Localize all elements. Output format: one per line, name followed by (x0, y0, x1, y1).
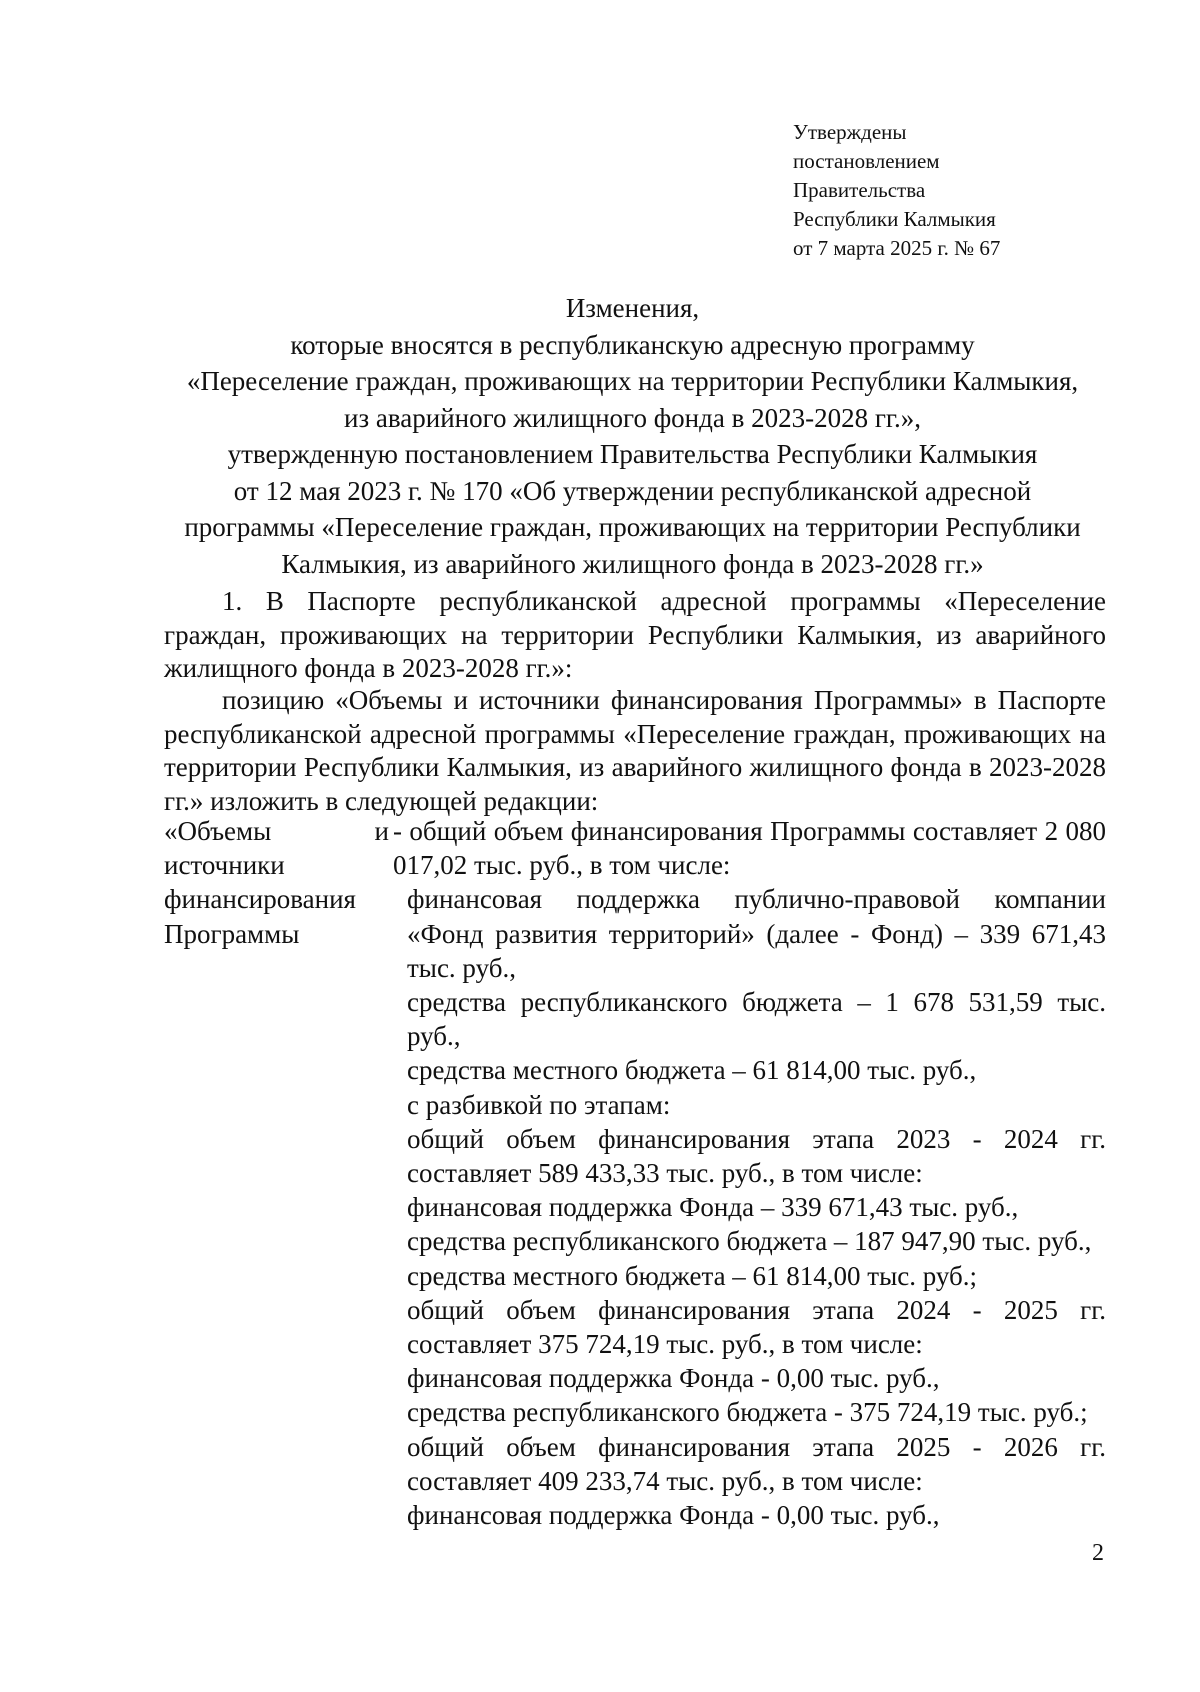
paragraph-1: 1. В Паспорте республиканской адресной программы «Переселение граждан, проживающих на территории Республики Калмыкия, из аварийного жилищного фонда в 2023-2028 гг.»: (164, 586, 1106, 683)
funding-item: финансовая поддержка Фонда - 0,00 тыс. руб., (407, 1500, 940, 1531)
approval-line: Республики Калмыкия (793, 207, 996, 231)
title-line: Изменения, (565, 293, 700, 323)
title-line: из аварийного жилищного фонда в 2023-2028 гг.», (344, 402, 921, 433)
approval-line: Правительства (793, 178, 926, 202)
funding-item: общий объем финансирования этапа 2025 - 2026 гг. составляет 409 233,74 тыс. руб., в том числе: (407, 1431, 1106, 1496)
approval-line: от 7 марта 2025 г. № 67 (793, 236, 1001, 260)
table-label-cell (164, 814, 389, 951)
title-line: утвержденную постановлением Правительства Республики Калмыкия (227, 439, 1038, 469)
table-value-cell (393, 814, 1106, 1532)
funding-item: общий объем финансирования этапа 2023 - 2024 гг. составляет 589 433,33 тыс. руб., в том числе: (407, 1123, 1106, 1189)
document-title (160, 290, 1105, 582)
funding-item: средства республиканского бюджета - 375 724,19 тыс. руб.; (407, 1397, 1088, 1428)
funding-item: финансовая поддержка публично-правовой компании «Фонд развития территорий» (далее - Фонд) – 339 671,43 тыс. руб., (407, 884, 1106, 983)
page-number: 2 (1092, 1540, 1104, 1566)
funding-item: финансовая поддержка Фонда - 0,00 тыс. руб., (407, 1363, 940, 1394)
title-line: программы «Переселение граждан, проживающих на территории Республики (184, 512, 1081, 542)
approval-line: постановлением (793, 149, 940, 173)
title-line: Калмыкия, из аварийного жилищного фонда в 2023-2028 гг.» (281, 548, 984, 579)
funding-item: общий объем финансирования этапа 2024 - 2025 гг. составляет 375 724,19 тыс. руб., в том числе: (407, 1294, 1106, 1360)
title-line: от 12 мая 2023 г. № 170 «Об утверждении республиканской адресной (233, 475, 1032, 506)
funding-item: финансовая поддержка Фонда – 339 671,43 тыс. руб., (407, 1192, 1019, 1223)
approval-line: Утверждены (793, 120, 907, 144)
approval-stamp (793, 118, 1123, 263)
table-label-word: и (374, 816, 389, 846)
table-label-line: источники (164, 850, 285, 881)
funding-item: средства местного бюджета – 61 814,00 тыс. руб., (407, 1055, 977, 1086)
table-label-line: финансирования (164, 884, 356, 915)
paragraph-2: позицию «Объемы и источники финансирования Программы» в Паспорте республиканской адресной программы «Переселение граждан, проживающих на территории Республики Калмыкия, из аварийного жилищного фонда в 2023-2028 гг.» изложить в следующей редакции: (164, 685, 1106, 816)
funding-item: средства местного бюджета – 61 814,00 тыс. руб.; (407, 1260, 978, 1291)
funding-item: - общий объем финансирования Программы составляет 2 080 017,02 тыс. руб., в том числе: (393, 816, 1106, 881)
funding-item: средства республиканского бюджета – 187 947,90 тыс. руб., (407, 1226, 1092, 1257)
title-line: которые вносятся в республиканскую адресную программу (290, 329, 975, 360)
table-label-word: «Объемы (164, 816, 272, 846)
title-line: «Переселение граждан, проживающих на территории Республики Калмыкия, (186, 366, 1079, 396)
table-label-line (164, 814, 389, 848)
funding-item: с разбивкой по этапам: (407, 1089, 671, 1120)
funding-item: средства республиканского бюджета – 1 678 531,59 тыс. руб., (407, 987, 1106, 1052)
table-label-line: Программы (164, 918, 300, 949)
